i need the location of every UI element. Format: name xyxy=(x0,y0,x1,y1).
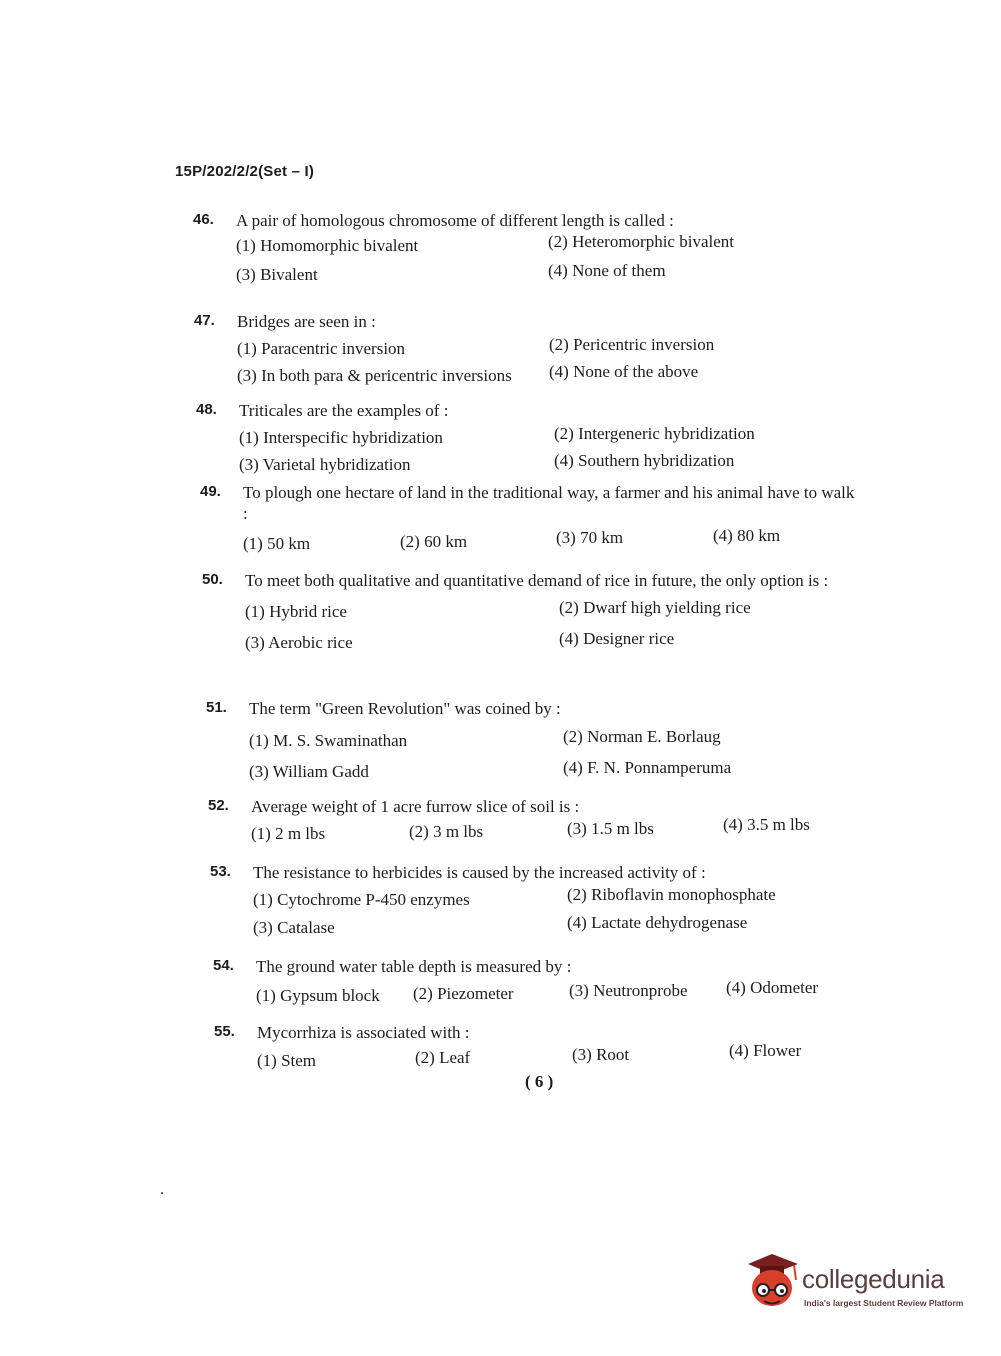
option-2: (2) 3 m lbs xyxy=(409,822,484,842)
question-number: 52. xyxy=(208,797,229,814)
mascot-logo-icon xyxy=(742,1250,800,1312)
option-2: (2) Leaf xyxy=(415,1048,471,1068)
option-1: (1) M. S. Swaminathan xyxy=(249,731,408,751)
option-1: (1) Hybrid rice xyxy=(245,602,347,622)
question-text: A pair of homologous chromosome of different length is called : xyxy=(236,211,674,230)
option-4: (4) 3.5 m lbs xyxy=(723,815,810,835)
option-2: (2) Riboflavin monophosphate xyxy=(567,885,776,905)
option-4: (4) F. N. Ponnamperuma xyxy=(563,758,732,778)
question-text: The resistance to herbicides is caused by the increased activity of : xyxy=(253,863,706,882)
option-1: (1) Homomorphic bivalent xyxy=(236,236,419,256)
question-48 xyxy=(196,400,836,477)
question-text: The term "Green Revolution" was coined by : xyxy=(249,699,561,718)
option-1: (1) Paracentric inversion xyxy=(237,339,406,359)
question-54 xyxy=(213,956,893,1007)
question-number: 46. xyxy=(193,211,214,228)
question-46 xyxy=(193,210,833,287)
question-number: 49. xyxy=(200,483,221,500)
brand-tagline: India's largest Student Review Platform xyxy=(804,1298,964,1308)
question-number: 55. xyxy=(214,1023,235,1040)
option-3: (3) 1.5 m lbs xyxy=(567,819,654,839)
question-49 xyxy=(200,482,872,555)
question-text: To meet both qualitative and quantitative demand of rice in future, the only option is : xyxy=(245,571,829,590)
option-4: (4) Lactate dehydrogenase xyxy=(567,913,748,933)
option-1: (1) Cytochrome P-450 enzymes xyxy=(253,890,470,910)
option-3: (3) Root xyxy=(572,1045,630,1065)
option-1: (1) Stem xyxy=(257,1051,317,1071)
option-4: (4) Designer rice xyxy=(559,629,675,649)
question-52 xyxy=(208,796,880,847)
question-47 xyxy=(194,311,834,388)
option-4: (4) Southern hybridization xyxy=(554,451,735,471)
option-1: (1) 50 km xyxy=(243,533,311,553)
option-2: (2) Piezometer xyxy=(413,984,514,1004)
option-3: (3) Catalase xyxy=(253,918,335,938)
question-text: The ground water table depth is measured by : xyxy=(256,957,572,976)
option-2: (2) Pericentric inversion xyxy=(549,335,715,355)
option-2: (2) Intergeneric hybridization xyxy=(554,424,755,444)
option-4: (4) None of them xyxy=(548,261,666,281)
option-4: (4) None of the above xyxy=(549,362,699,382)
question-number: 47. xyxy=(194,312,215,329)
brand-name: collegedunia xyxy=(802,1264,945,1294)
question-number: 48. xyxy=(196,401,217,418)
question-55 xyxy=(214,1022,894,1073)
option-4: (4) Flower xyxy=(729,1041,802,1061)
question-text: Average weight of 1 acre furrow slice of soil is : xyxy=(251,797,580,816)
question-number: 50. xyxy=(202,571,223,588)
collegedunia-watermark xyxy=(742,1250,972,1316)
option-2: (2) 60 km xyxy=(400,531,468,551)
option-2: (2) Heteromorphic bivalent xyxy=(548,232,734,252)
question-number: 53. xyxy=(210,863,231,880)
question-text: To plough one hectare of land in the traditional way, a farmer and his animal have to walk : xyxy=(243,483,855,524)
option-1: (1) 2 m lbs xyxy=(251,824,326,844)
option-2: (2) Dwarf high yielding rice xyxy=(559,598,751,618)
page-number: ( 6 ) xyxy=(525,1072,554,1091)
option-3: (3) Bivalent xyxy=(236,265,318,285)
option-3: (3) Aerobic rice xyxy=(245,633,353,653)
question-number: 51. xyxy=(206,699,227,716)
scan-mark: · xyxy=(160,1186,165,1200)
option-1: (1) Gypsum block xyxy=(256,986,380,1006)
question-text: Triticales are the examples of : xyxy=(239,401,449,420)
question-50 xyxy=(202,570,874,651)
option-2: (2) Norman E. Borlaug xyxy=(563,727,721,747)
question-51 xyxy=(206,698,846,782)
question-text: Mycorrhiza is associated with : xyxy=(257,1023,470,1042)
option-4: (4) Odometer xyxy=(726,978,819,998)
option-1: (1) Interspecific hybridization xyxy=(239,428,443,448)
option-3: (3) Varietal hybridization xyxy=(239,455,411,475)
question-text: Bridges are seen in : xyxy=(237,312,376,331)
question-number: 54. xyxy=(213,957,234,974)
option-3: (3) 70 km xyxy=(556,527,624,547)
paper-code: 15P/202/2/2(Set – I) xyxy=(175,163,315,180)
option-4: (4) 80 km xyxy=(713,525,781,545)
option-3: (3) In both para & pericentric inversions xyxy=(237,366,512,386)
option-3: (3) William Gadd xyxy=(249,762,369,782)
question-53 xyxy=(210,862,850,939)
option-3: (3) Neutronprobe xyxy=(569,981,688,1001)
